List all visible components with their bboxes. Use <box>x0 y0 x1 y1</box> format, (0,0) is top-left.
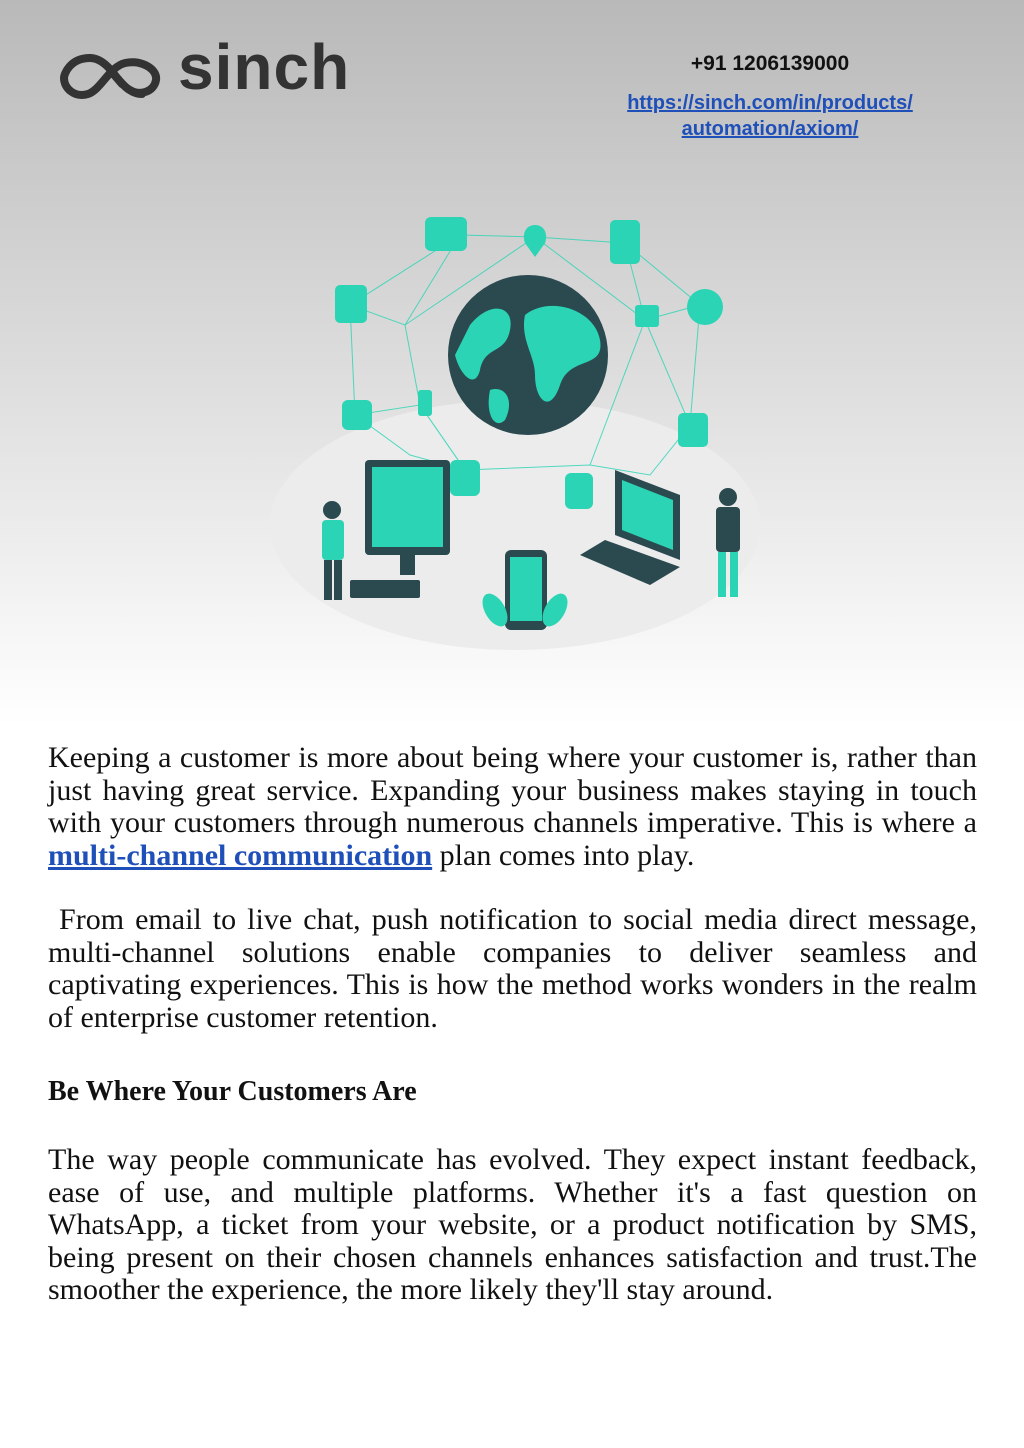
website-link[interactable] <box>560 90 980 142</box>
facebook-icon <box>610 220 640 264</box>
contact-block <box>560 52 980 142</box>
section-heading: Be Where Your Customers Are <box>48 1076 417 1107</box>
logo-wordmark: sinch <box>178 31 351 103</box>
sinch-logo-icon <box>60 40 172 112</box>
article-body <box>48 741 985 1307</box>
instagram-icon <box>342 400 372 430</box>
multichannel-link[interactable]: multi-channel communication <box>48 838 433 872</box>
website-link-line1[interactable]: https://sinch.com/in/products/ <box>627 92 913 114</box>
intro-end: plan comes into play. <box>432 838 695 872</box>
dollar-icon <box>418 390 432 416</box>
mail-icon <box>635 305 659 327</box>
sinch-logo <box>60 31 370 112</box>
play-icon <box>450 460 480 496</box>
paragraph-customers: The way people communicate has evolved. They expect instant feedback, ease of use, and multiple platforms. Whether it's a fast question on WhatsApp, a ticket from your website, or a product notification by SMS, being present on their chosen channels enhances satisfaction and trust.The smoother the experience, the more likely they'll stay around. <box>48 1143 977 1306</box>
user-icon <box>687 289 723 325</box>
location-pin-icon <box>524 225 546 257</box>
image-icon <box>678 413 708 447</box>
music-icon <box>335 285 367 323</box>
globe <box>448 275 608 435</box>
paragraph-solutions: From email to live chat, push notification to social media direct message, multi-channel solutions enable companies to deliver seamless and captivating experiences. This is how the method works wonders in the realm of enterprise customer retention. <box>48 903 985 1034</box>
intro-text: Keeping a customer is more about being where your customer is, rather than just having great service. Expanding your business makes staying in touch with your customers through numerous channels imperative. This is where a <box>48 741 977 839</box>
like-icon <box>565 473 593 509</box>
smartphone <box>505 550 547 630</box>
website-link-line2[interactable]: automation/axiom/ <box>681 118 859 140</box>
multichannel-illustration <box>250 195 780 665</box>
phone-number: +91 1206139000 <box>690 52 850 75</box>
chat-icon <box>425 217 467 251</box>
paragraph-intro <box>48 742 977 872</box>
